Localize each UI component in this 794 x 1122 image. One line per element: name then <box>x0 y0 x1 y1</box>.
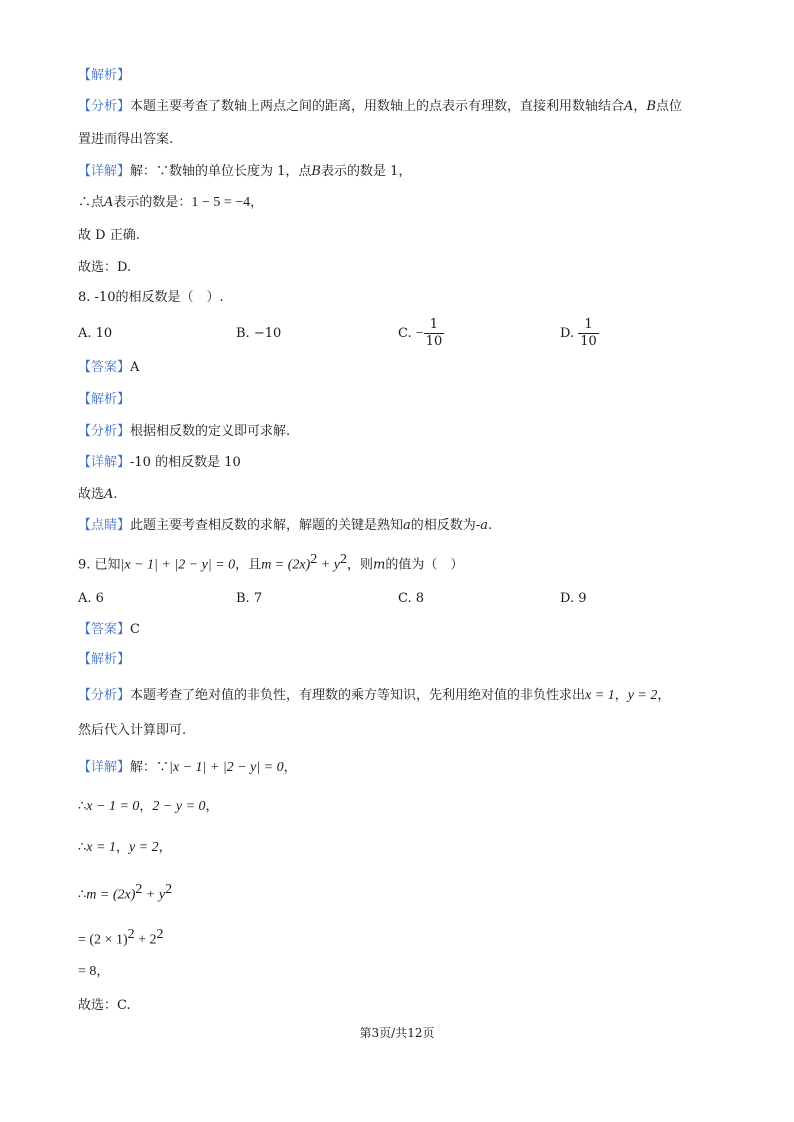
analysis-text: 本题考查了绝对值的非负性，有理数的乘方等知识，先利用绝对值的非负性求出 <box>130 688 586 703</box>
q8-option-c <box>398 312 444 356</box>
exponent: 2 <box>165 882 173 897</box>
point-b-label: B <box>311 164 321 179</box>
detail-end: ， <box>283 760 297 775</box>
q9-option-c: C. 8 <box>398 591 425 606</box>
comment-end: . <box>487 518 493 533</box>
choice-line: 故选：D. <box>78 260 132 275</box>
analysis-text: 根据相反数的定义即可求解. <box>130 424 291 439</box>
comment-tag: 【点睛】 <box>78 518 131 533</box>
step-end: ， <box>158 840 172 855</box>
detail-tag: 【详解】 <box>78 760 131 775</box>
stem-m-expression: m = (2x) <box>261 557 311 573</box>
answer-tag: 【答案】 <box>78 622 131 637</box>
separator: ， <box>633 99 647 114</box>
q9-analysis-line <box>78 686 670 706</box>
therefore-symbol: ∴ <box>78 887 87 903</box>
stem-m-expression-tail: + y <box>317 557 340 573</box>
q9-detail-line <box>78 758 297 778</box>
q9-step-1 <box>78 797 219 817</box>
step-end: ， <box>205 799 219 814</box>
point-a-label: A <box>624 99 634 114</box>
exponent: 2 <box>156 927 164 942</box>
exponent: 2 <box>339 552 347 567</box>
question-8-stem: 8. -10的相反数是（ ）. <box>78 290 224 305</box>
step-expression: x = 1 <box>86 840 116 855</box>
step-expression: = (2 × 1) <box>78 932 128 948</box>
exponent: 2 <box>127 927 135 942</box>
q8-option-c-fraction <box>424 317 445 350</box>
comment-text: 的相反数为 <box>410 518 476 533</box>
question-9-stem <box>78 550 463 575</box>
detail-line <box>78 162 411 182</box>
step-expression: x − 1 = 0 <box>86 799 140 814</box>
q8-comment-line <box>78 516 492 536</box>
detail-tag: 【详解】 <box>78 455 131 470</box>
step-expression-tail: + 2 <box>134 932 157 948</box>
section-tag-jiexi: 【解析】 <box>78 68 131 83</box>
x-value: x = 1 <box>585 688 615 703</box>
analysis-text: 本题主要考查了数轴上两点之间的距离，用数轴上的点表示有理数，直接利用数轴结合 <box>130 99 625 114</box>
step-line <box>78 193 263 213</box>
section-tag-jiexi: 【解析】 <box>78 652 131 667</box>
q8-detail-line <box>78 453 241 473</box>
analysis-text-tail: 点位 <box>656 99 683 114</box>
analysis-line <box>78 97 682 117</box>
answer-tag: 【答案】 <box>78 360 131 375</box>
q8-option-c-sign: − <box>415 326 424 341</box>
q8-option-d-fraction <box>578 317 599 350</box>
analysis-end: ， <box>657 688 671 703</box>
q9-step-3 <box>78 880 172 905</box>
point-b-label: B <box>646 99 656 114</box>
analysis-tag: 【分析】 <box>78 688 131 703</box>
separator: ， <box>115 840 129 855</box>
comment-text: 此题主要考查相反数的求解，解题的关键是熟知 <box>130 518 404 533</box>
detail-equation: |x − 1| + |2 − y| = 0 <box>169 760 284 775</box>
choice-text: 故选 <box>78 487 105 502</box>
therefore-symbol: ∴ <box>78 840 87 855</box>
conclusion-line: 故 D 正确. <box>78 228 140 243</box>
y-value: y = 2 <box>627 688 658 703</box>
q8-option-b: B. −10 <box>236 326 282 341</box>
q9-analysis-continuation: 然后代入计算即可. <box>78 723 187 738</box>
exponent: 2 <box>135 882 143 897</box>
fraction-numerator: 1 <box>578 317 599 334</box>
stem-text: ，则 <box>346 557 373 573</box>
answer-value: C <box>130 622 140 637</box>
variable-m: m <box>372 557 386 573</box>
q8-answer-line <box>78 358 139 378</box>
step-expression: y = 2 <box>128 840 159 855</box>
variable-a: a <box>403 518 411 533</box>
stem-text: ，且 <box>235 557 262 573</box>
q8-analysis-line <box>78 422 290 442</box>
analysis-tag: 【分析】 <box>78 99 131 114</box>
q9-option-a: A. 6 <box>78 591 104 606</box>
therefore-symbol: ∴ <box>78 799 87 814</box>
separator: ， <box>614 688 628 703</box>
separator: ， <box>139 799 153 814</box>
answer-value: A <box>130 360 140 375</box>
step-text: 表示的数是： <box>113 195 192 210</box>
fraction-numerator: 1 <box>424 317 445 334</box>
page-footer: 第3页/共12页 <box>359 1026 435 1040</box>
step-expression-tail: + y <box>142 887 166 903</box>
step-text: ∴点 <box>78 195 105 210</box>
detail-text: -10 的相反数是 10 <box>130 455 241 470</box>
analysis-continuation: 置进而得出答案. <box>78 132 174 147</box>
detail-tag: 【详解】 <box>78 164 131 179</box>
detail-text: 解：∵数轴的单位长度为 1，点 <box>130 164 312 179</box>
step-expression: m = (2x) <box>86 887 136 903</box>
section-tag-jiexi: 【解析】 <box>78 392 131 407</box>
q8-option-a: A. 10 <box>78 326 113 341</box>
q8-option-c-label: C. <box>398 326 412 341</box>
q9-option-b: B. 7 <box>236 591 263 606</box>
step-end: ， <box>96 964 110 979</box>
stem-equation: |x − 1| + |2 − y| = 0 <box>120 557 236 573</box>
fraction-denominator: 10 <box>425 334 443 349</box>
choice-value: A <box>104 487 114 502</box>
step-expression: 2 − y = 0 <box>152 799 206 814</box>
detail-text-tail: 表示的数是 1， <box>320 164 412 179</box>
choice-end: . <box>113 487 118 502</box>
step-result: = 8 <box>78 964 97 979</box>
stem-text: 9. 已知 <box>78 557 121 573</box>
fraction-denominator: 10 <box>580 334 597 349</box>
analysis-tag: 【分析】 <box>78 424 131 439</box>
q9-step-5 <box>78 962 109 982</box>
q9-option-d: D. 9 <box>560 591 587 606</box>
point-a-label: A <box>104 195 114 210</box>
detail-text: 解：∵ <box>130 760 170 775</box>
q8-option-d <box>560 312 599 356</box>
stem-text: 的值为（ ） <box>385 557 464 573</box>
variable-neg-a: -a <box>475 518 488 533</box>
step-expression: 1 − 5 = −4 <box>191 195 251 210</box>
q8-option-d-label: D. <box>560 326 575 341</box>
q8-choice-line <box>78 485 118 505</box>
exponent: 2 <box>310 552 318 567</box>
q9-answer-line <box>78 620 140 640</box>
step-end: ， <box>250 195 264 210</box>
q9-choice-line: 故选：C. <box>78 998 131 1013</box>
q9-step-4 <box>78 925 164 950</box>
q9-step-2 <box>78 838 172 858</box>
